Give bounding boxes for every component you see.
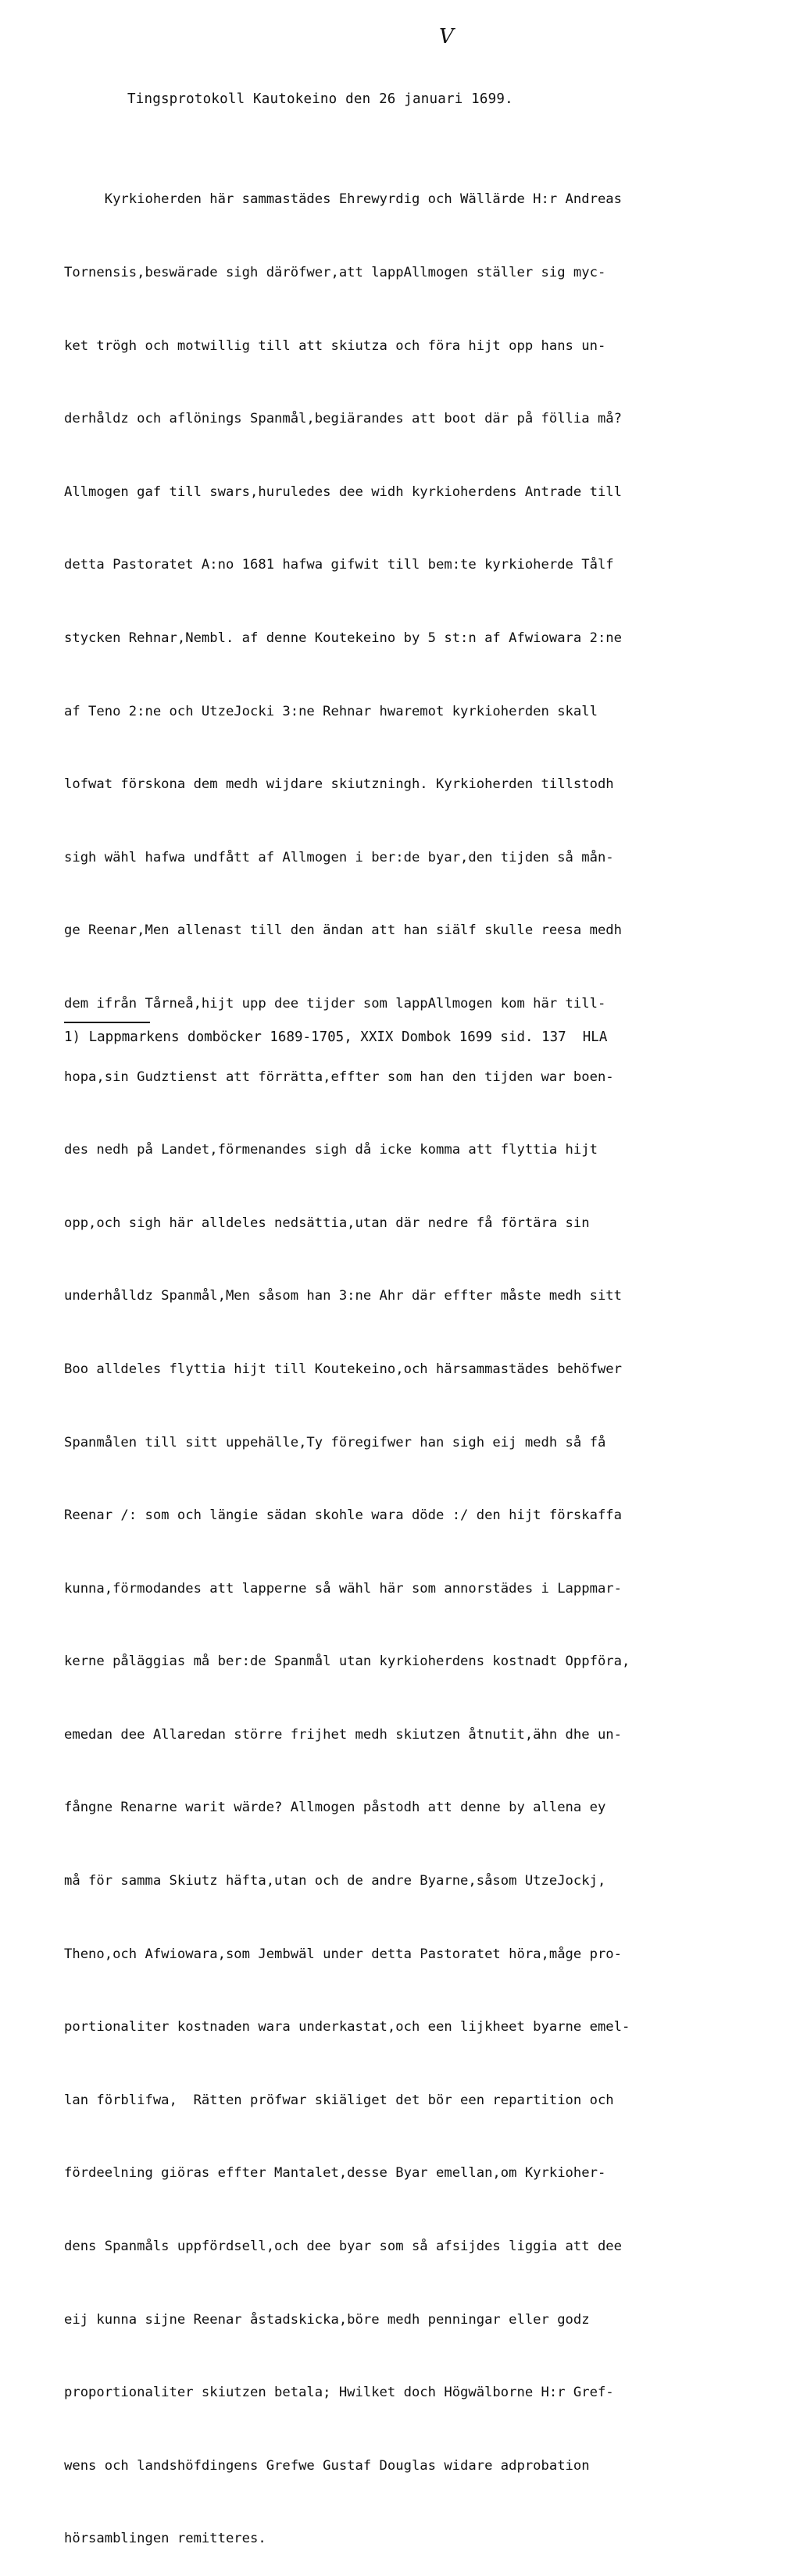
body-line: Theno,och Afwiowara,som Jembwäl under detta Pastoratet höra,måge pro- — [64, 1946, 622, 1962]
body-line: wens och landshöfdingens Grefwe Gustaf Douglas widare adprobation — [64, 2457, 590, 2474]
body-text — [64, 139, 752, 2576]
body-line: Boo alldeles flyttia hijt till Koutekeino,och härsammastädes behöfwer — [64, 1361, 622, 1377]
body-line: dem ifrån Tårneå,hijt upp dee tijder som lappAllmogen kom här till- — [64, 995, 606, 1011]
body-line: des nedh på Landet,förmenandes sigh då icke komma att flyttia hijt — [64, 1142, 598, 1158]
body-line: Tornensis,beswärade sigh däröfwer,att lappAllmogen ställer sig myc- — [64, 265, 606, 280]
body-line: fördeelning giöras effter Mantalet,desse Byar emellan,om Kyrkioher- — [64, 2165, 606, 2182]
document-title: Tingsprotokoll Kautokeino den 26 januari 1699. — [127, 91, 513, 107]
body-line: dens Spanmåls uppfördsell,och dee byar som så afsijdes liggia att dee — [64, 2239, 622, 2255]
body-line: lofwat förskona dem medh wijdare skiutzningh. Kyrkioherden tillstodh — [64, 776, 614, 793]
body-line: derhåldz och aflönings Spanmål,begiärandes att boot där på föllia må? — [64, 411, 622, 427]
body-line: emedan dee Allaredan större frijhet medh skiutzen åtnutit,ähn dhe un- — [64, 1726, 622, 1743]
body-line: må för samma Skiutz häfta,utan och de andre Byarne,såsom UtzeJockj, — [64, 1873, 606, 1889]
body-line: eij kunna sijne Reenar åstadskicka,böre medh penningar eller godz — [64, 2311, 590, 2328]
page-mark: V — [439, 25, 454, 48]
body-line: underhålldz Spanmål,Men såsom han 3:ne Ahr där effter måste medh sitt — [64, 1288, 622, 1304]
body-line: ge Reenar,Men allenast till den ändan att han siälf skulle reesa medh — [64, 922, 622, 939]
body-line: detta Pastoratet A:no 1681 hafwa gifwit till bem:te kyrkioherde Tålf — [64, 557, 614, 573]
body-line: hörsamblingen remitteres. — [64, 2531, 266, 2547]
footnote: 1) Lappmarkens domböcker 1689-1705, XXIX Dombok 1699 sid. 137 HLA — [64, 1029, 608, 1045]
body-line: Spanmålen till sitt uppehälle,Ty föregifwer han sigh eij medh så få — [64, 1434, 606, 1450]
footnote-rule — [64, 1022, 150, 1023]
body-line: portionaliter kostnaden wara underkastat,och een lijkheet byarne emel- — [64, 2019, 630, 2035]
body-line: sigh wähl hafwa undfått af Allmogen i ber:de byar,den tijden så mån- — [64, 849, 614, 865]
body-line: Allmogen gaf till swars,huruledes dee widh kyrkioherdens Antrade till — [64, 483, 622, 500]
body-line: Reenar /: som och längie sädan skohle wara döde :/ den hijt förskaffa — [64, 1507, 622, 1524]
body-line: hopa,sin Gudztienst att förrätta,effter som han den tijden war boen- — [64, 1069, 614, 1085]
body-line: opp,och sigh här alldeles nedsättia,utan där nedre få förtära sin — [64, 1215, 590, 1231]
body-line: fångne Renarne warit wärde? Allmogen påstodh att denne by allena ey — [64, 1800, 606, 1816]
body-line: stycken Rehnar,Nembl. af denne Koutekeino by 5 st:n af Afwiowara 2:ne — [64, 630, 622, 646]
body-line: lan förblifwa, Rätten pröfwar skiäliget det bör een repartition och — [64, 2092, 614, 2108]
body-line: proportionaliter skiutzen betala; Hwilket doch Högwälborne H:r Gref- — [64, 2385, 614, 2401]
body-line: Kyrkioherden här sammastädes Ehrewyrdig och Wällärde H:r Andreas — [64, 191, 622, 208]
body-line: ket trögh och motwillig till att skiutza och föra hijt opp hans un- — [64, 337, 606, 354]
body-line: af Teno 2:ne och UtzeJocki 3:ne Rehnar hwaremot kyrkioherden skall — [64, 703, 598, 719]
body-line: kerne påläggias må ber:de Spanmål utan kyrkioherdens kostnadt Oppföra, — [64, 1654, 630, 1670]
body-line: kunna,förmodandes att lapperne så wähl här som annorstädes i Lappmar- — [64, 1580, 622, 1597]
